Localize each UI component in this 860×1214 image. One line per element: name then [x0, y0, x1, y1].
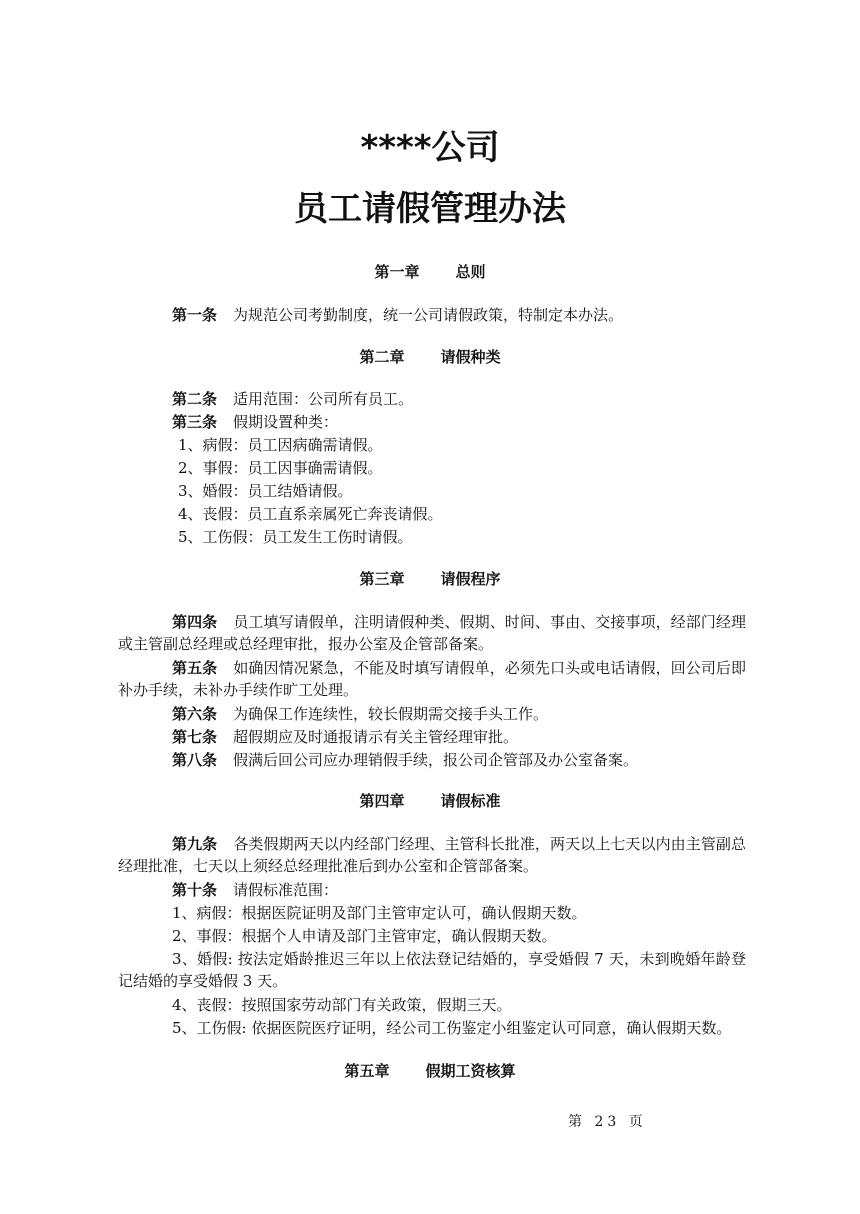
article-9 — [118, 833, 746, 877]
standard-item-5 — [118, 1017, 746, 1039]
article-5-label: 第五条 — [172, 659, 218, 677]
article-5-text: 如确因情况紧急，不能及时填写请假单，必须先口头或电话请假，回公司后即补办手续，未补办手续作旷工处理。 — [118, 659, 746, 699]
article-2-label: 第二条 — [172, 390, 218, 408]
chapter-1-number: 第一章 — [374, 263, 420, 281]
article-8-text: 假满后回公司应办理销假手续，报公司企管部及办公室备案。 — [233, 751, 639, 769]
leave-type-item: 3、婚假：员工结婚请假。 — [178, 482, 353, 500]
article-3 — [172, 411, 338, 433]
leave-type-item: 5、工伤假：员工发生工伤时请假。 — [178, 528, 413, 546]
leave-type-item: 1、病假：员工因病确需请假。 — [178, 436, 383, 454]
article-10-label: 第十条 — [172, 881, 218, 899]
article-3-text: 假期设置种类： — [233, 413, 339, 431]
article-9-label: 第九条 — [172, 835, 218, 853]
document-title: 员工请假管理办法 — [294, 189, 566, 229]
article-2-text: 适用范围：公司所有员工。 — [233, 390, 414, 408]
article-1-text: 为规范公司考勤制度，统一公司请假政策，特制定本办法。 — [233, 306, 624, 324]
chapter-2-name: 请假种类 — [440, 348, 501, 366]
standard-item-2: 2、事假：根据个人申请及部门主管审定，确认假期天数。 — [172, 927, 557, 945]
company-title: ****公司 — [360, 128, 500, 168]
chapter-3-number: 第三章 — [359, 570, 405, 588]
chapter-5-number: 第五章 — [344, 1062, 390, 1080]
leave-type-item: 2、事假：员工因事确需请假。 — [178, 459, 383, 477]
standard-item-3 — [118, 948, 746, 992]
page-number: 第 23 页 — [568, 1114, 647, 1130]
leave-type-item: 4、丧假：员工直系亲属死亡奔丧请假。 — [178, 505, 443, 523]
article-3-label: 第三条 — [172, 413, 218, 431]
chapter-3-heading — [0, 568, 860, 590]
standard-item-1: 1、病假：根据医院证明及部门主管审定认可，确认假期天数。 — [172, 904, 587, 922]
article-9-text: 各类假期两天以内经部门经理、主管科长批准，两天以上七天以内由主管副总经理批准，七天以上须经总经理批准后到办公室和企管部备案。 — [118, 835, 746, 875]
article-4-label: 第四条 — [172, 613, 218, 631]
article-1-label: 第一条 — [172, 306, 218, 324]
article-7-label: 第七条 — [172, 728, 218, 746]
chapter-5-heading — [0, 1060, 860, 1082]
standard-item-4: 4、丧假：按照国家劳动部门有关政策，假期三天。 — [172, 996, 512, 1014]
standard-item-3-text: 3、婚假: 按法定婚龄推迟三年以上依法登记结婚的，享受婚假 7 天，未到晚婚年龄登记结婚的享受婚假 3 天。 — [118, 950, 746, 990]
article-4 — [118, 611, 746, 655]
article-8-label: 第八条 — [172, 751, 218, 769]
article-6 — [172, 703, 548, 725]
chapter-4-name: 请假标准 — [440, 792, 501, 810]
article-6-text: 为确保工作连续性，较长假期需交接手头工作。 — [233, 705, 549, 723]
chapter-5-name: 假期工资核算 — [425, 1062, 516, 1080]
article-5 — [118, 657, 746, 701]
chapter-2-heading — [0, 346, 860, 368]
chapter-3-name: 请假程序 — [440, 570, 501, 588]
chapter-2-number: 第二章 — [359, 348, 405, 366]
article-10 — [172, 879, 338, 901]
article-7 — [172, 726, 518, 748]
chapter-1-name: 总则 — [455, 263, 486, 281]
article-8 — [172, 749, 638, 771]
chapter-4-heading — [0, 790, 860, 812]
article-1 — [172, 304, 623, 326]
chapter-4-number: 第四章 — [359, 792, 405, 810]
standard-item-5-text: 5、工伤假: 依据医院医疗证明，经公司工伤鉴定小组鉴定认可同意，确认假期天数。 — [172, 1019, 732, 1037]
article-6-label: 第六条 — [172, 705, 218, 723]
article-7-text: 超假期应及时通报请示有关主管经理审批。 — [233, 728, 519, 746]
article-2 — [172, 388, 413, 410]
chapter-1-heading — [0, 261, 860, 283]
article-10-text: 请假标准范围： — [233, 881, 339, 899]
article-4-text: 员工填写请假单，注明请假种类、假期、时间、事由、交接事项，经部门经理或主管副总经理或总经理审批，报办公室及企管部备案。 — [118, 613, 746, 653]
